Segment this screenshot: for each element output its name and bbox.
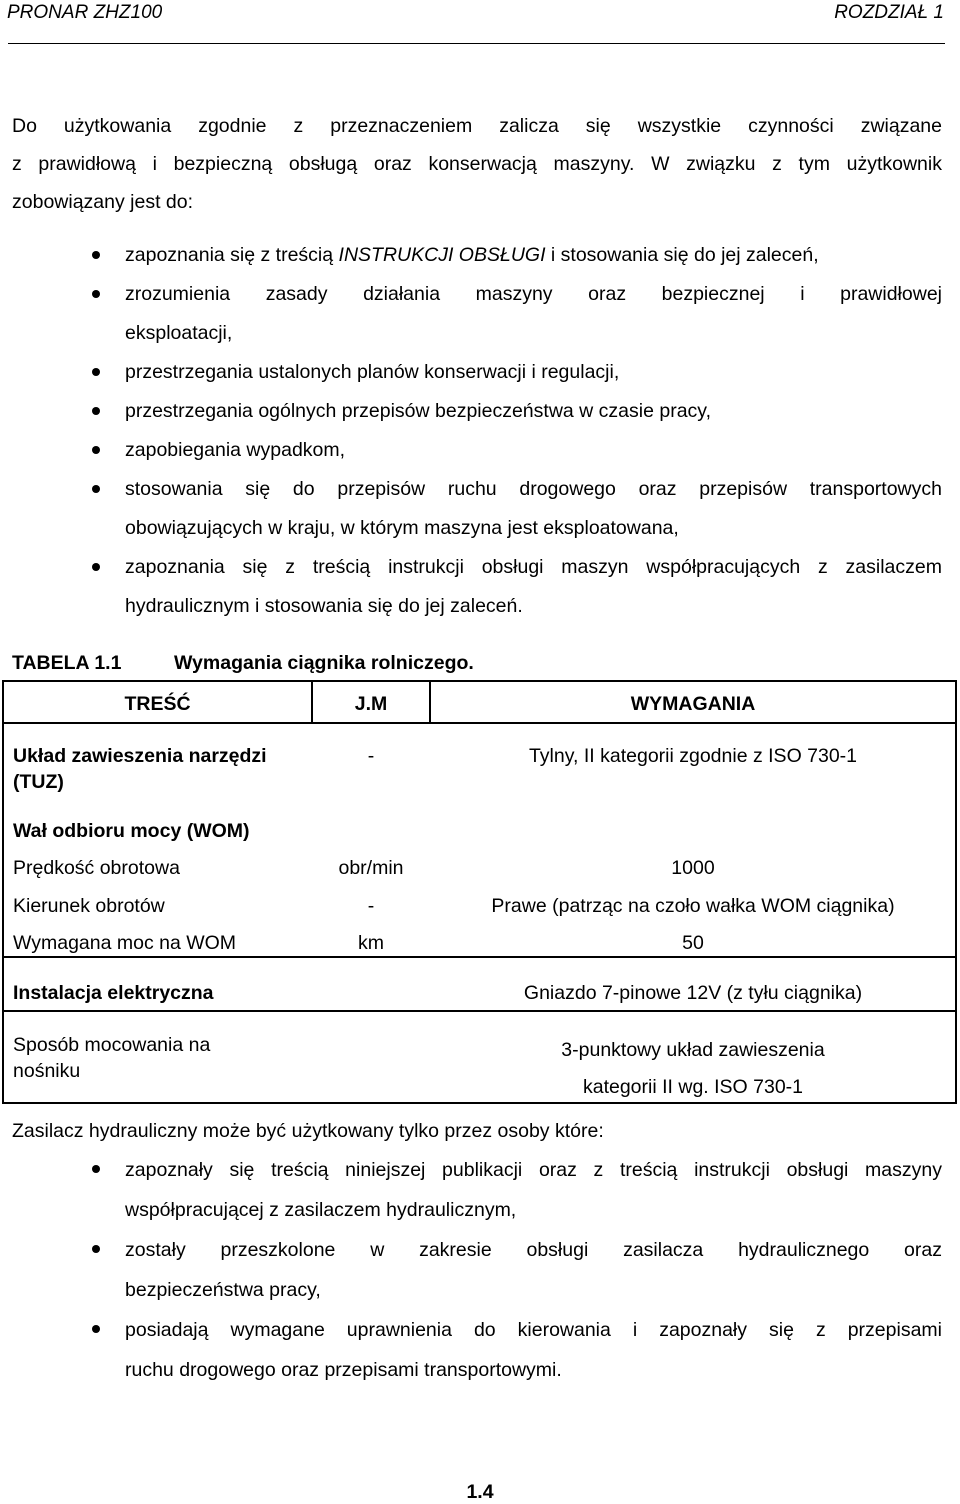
bullet-icon: [92, 1325, 100, 1333]
mounting-label: Sposób mocowania na nośniku: [13, 1034, 211, 1082]
tuz-unit: -: [367, 745, 375, 767]
list-item: zrozumienia zasady działania maszyny oraz bezpiecznej i prawidłowej eksploatacji,: [0, 275, 960, 353]
header-chapter: ROZDZIAŁ 1: [834, 2, 944, 23]
electrical-label: Instalacja elektryczna: [13, 982, 214, 1004]
obligations-list: [0, 236, 960, 626]
list-item: zapoznały się treścią niniejszej publikacji oraz z treścią instrukcji obsługi maszyny współpracującej z zasilaczem hydraulicznym,: [0, 1150, 960, 1230]
bullet-icon: [92, 251, 100, 259]
list-item: przestrzegania ogólnych przepisów bezpieczeństwa w czasie pracy,: [0, 392, 960, 431]
header-unit: J.M: [354, 693, 388, 715]
list-item: stosowania się do przepisów ruchu drogowego oraz przepisów transportowych obowiązujących w kraju, w którym maszyna jest eksploatowana,: [0, 470, 960, 548]
list-item: zapoznania się z treścią instrukcji obsługi maszyn współpracujących z zasilaczem hydraulicznym i stosowania się do jej zaleceń.: [0, 548, 960, 626]
table-row-divider: [4, 956, 955, 958]
bullet-icon: [92, 1245, 100, 1253]
list-item: przestrzegania ustalonych planów konserwacji i regulacji,: [0, 353, 960, 392]
header-divider: [8, 43, 945, 44]
wom-row-label: Prędkość obrotowa: [13, 857, 180, 879]
intro-line: z prawidłową i bezpieczną obsługą oraz konserwacją maszyny. W związku z tym użytkownik: [12, 153, 942, 175]
table-title: Wymagania ciągnika rolniczego.: [174, 652, 474, 674]
list-item: zapoznania się z treścią INSTRUKCJI OBSŁUGI i stosowania się do jej zaleceń,: [0, 236, 960, 275]
electrical-value: Gniazdo 7-pinowe 12V (z tyłu ciągnika): [523, 982, 863, 1004]
manual-title: INSTRUKCJI OBSŁUGI: [338, 244, 546, 266]
wom-row-value: Prawe (patrząc na czoło wałka WOM ciągnika): [491, 895, 895, 917]
wom-row-unit: obr/min: [338, 857, 404, 879]
wom-row-unit: -: [367, 895, 375, 917]
operators-list: [0, 1150, 960, 1390]
bullet-icon: [92, 485, 100, 493]
header-requirements: WYMAGANIA: [630, 693, 756, 715]
wom-row-value: 1000: [671, 857, 715, 879]
wom-row-label: Kierunek obrotów: [13, 895, 165, 917]
wom-heading: Wał odbioru mocy (WOM): [13, 820, 250, 842]
page-header: [0, 0, 960, 26]
wom-row-unit: km: [358, 932, 384, 954]
table-caption: [12, 650, 474, 676]
bullet-icon: [92, 407, 100, 415]
intro-line: Do użytkowania zgodnie z przeznaczeniem zalicza się wszystkie czynności związane: [12, 115, 942, 137]
list-item: posiadają wymagane uprawnienia do kierowania i zapoznały się z przepisami ruchu drogowego oraz przepisami transportowymi.: [0, 1310, 960, 1390]
requirements-table: [2, 680, 957, 1104]
list-item: zostały przeszkolone w zakresie obsługi zasilacza hydraulicznego oraz bezpieczeństwa pracy,: [0, 1230, 960, 1310]
intro-line: zobowiązany jest do:: [12, 191, 194, 213]
bullet-icon: [92, 290, 100, 298]
bullet-icon: [92, 563, 100, 571]
table-header-divider: [4, 722, 955, 724]
intro-paragraph: [12, 107, 942, 221]
tuz-label: Układ zawieszenia narzędzi (TUZ): [13, 745, 267, 793]
tuz-value: Tylny, II kategorii zgodnie z ISO 730-1: [528, 745, 858, 767]
page-number: 1.4: [466, 1481, 494, 1503]
list-item: zapobiegania wypadkom,: [0, 431, 960, 470]
wom-row-value: 50: [682, 932, 704, 954]
bullet-icon: [92, 1165, 100, 1173]
table-id: TABELA 1.1: [12, 652, 122, 674]
header-title: PRONAR ZHZ100: [7, 2, 163, 23]
table-row-divider: [4, 1010, 955, 1012]
bullet-icon: [92, 368, 100, 376]
bullet-icon: [92, 446, 100, 454]
wom-row-label: Wymagana moc na WOM: [13, 932, 237, 954]
mounting-value: 3-punktowy układ zawieszenia kategorii II wg. ISO 730-1: [561, 1039, 825, 1098]
header-content: TREŚĆ: [124, 693, 191, 715]
operators-intro: Zasilacz hydrauliczny może być użytkowany tylko przez osoby które:: [12, 1120, 604, 1142]
